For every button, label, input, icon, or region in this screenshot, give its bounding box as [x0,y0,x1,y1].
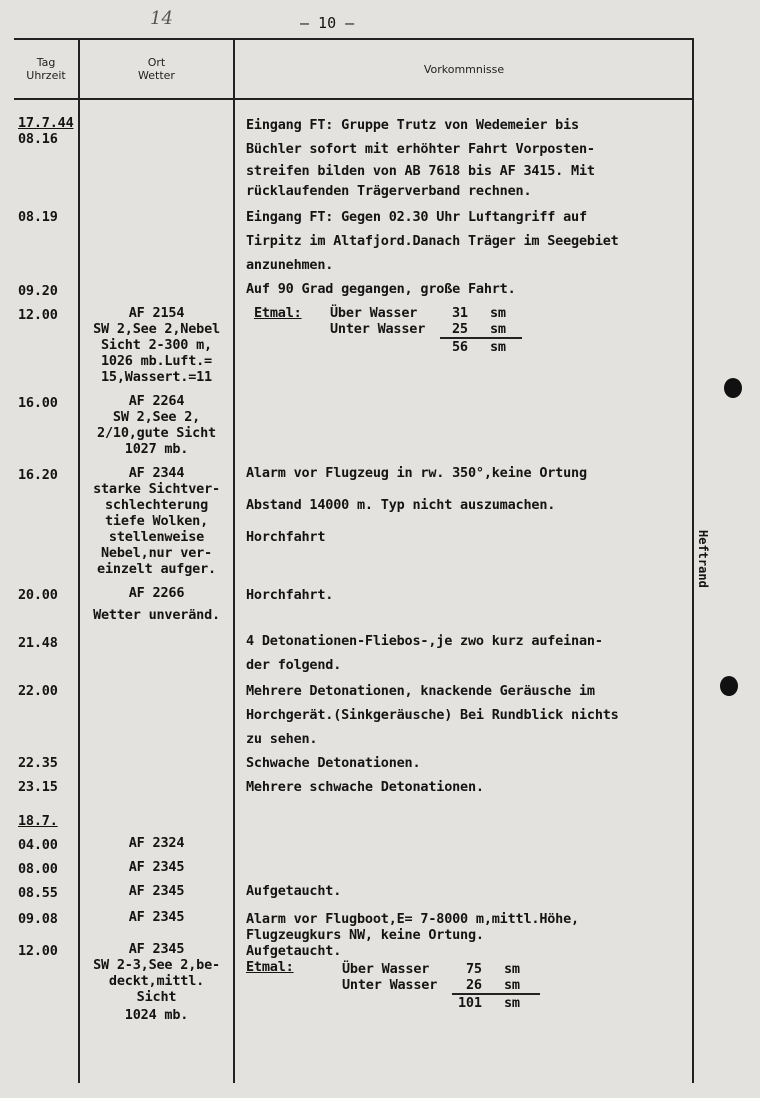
row-time: 20.00 [18,587,58,603]
row-location-line: SW 2,See 2, [112,409,201,425]
row-event-line: streifen bilden von AB 7618 bis AF 3415. Mit [246,163,595,179]
row-event-line: Eingang FT: Gegen 02.30 Uhr Luftangriff auf [246,209,587,225]
row-time: 09.08 [18,911,58,927]
row-location-line: AF 2345 [128,909,185,925]
row-event-line: Abstand 14000 m. Typ nicht auszumachen. [246,497,556,513]
row-event-line: Schwache Detonationen. [246,755,421,771]
table-top-border [14,38,694,40]
etmal-total: 56 [452,339,468,355]
row-location-line: AF 2344 [128,465,185,481]
row-location-line: Sicht 2-300 m, [101,337,212,353]
header-ort: Ort [147,56,166,69]
row-time: 22.00 [18,683,58,699]
row-event-line: Aufgetaucht. [246,943,342,959]
row-location-line: 1024 mb. [124,1007,189,1023]
header-wetter: Wetter [138,69,175,82]
row-event-line: Aufgetaucht. [246,883,342,899]
row-location-line: AF 2264 [128,393,185,409]
etmal-value: 25 [452,321,468,337]
row-event-line: Tirpitz im Altafjord.Danach Träger im Seegebiet [246,233,619,249]
etmal-label-text: Unter Wasser [342,977,438,993]
row-location-line: Nebel,nur ver- [101,545,212,561]
row-location-line: AF 2154 [128,305,185,321]
row-time: 21.48 [18,635,58,651]
page-number: – 10 – [300,14,355,32]
header-tag: Tag [36,56,56,69]
row-location-line: deckt,mittl. [108,973,205,989]
row-location-line: Sicht [136,989,177,1005]
row-location-line: 1027 mb. [124,441,189,457]
etmal-unit: sm [490,321,506,337]
header-tag-uhrzeit [14,56,78,82]
row-time: 12.00 [18,307,58,323]
row-event-line: Horchfahrt [246,529,326,545]
row-location-line: AF 2324 [128,835,185,851]
row-location-line: schlechterung [104,497,209,513]
etmal-value: 26 [466,977,482,993]
row-location-line: 15,Wassert.=11 [101,369,212,385]
column-divider-2 [233,38,235,1083]
etmal-total: 101 [458,995,482,1011]
row-time: 23.15 [18,779,58,795]
row-event-line: Eingang FT: Gruppe Trutz von Wedemeier bis [246,117,579,133]
row-event-line: Alarm vor Flugboot,E= 7-8000 m,mittl.Höhe, [246,911,579,927]
row-time: 08.19 [18,209,58,225]
header-vorkommnisse: Vorkommnisse [423,63,505,76]
row-location-line: tiefe Wolken, [104,513,209,529]
row-event-line: Horchgerät.(Sinkgeräusche) Bei Rundblick nichts [246,707,619,723]
row-event-line: Mehrere schwache Detonationen. [246,779,484,795]
row-location-line: 2/10,gute Sicht [97,425,216,441]
row-time: 04.00 [18,837,58,853]
row-time: 12.00 [18,943,58,959]
handwritten-note: 14 [150,8,173,29]
row-event-line: Auf 90 Grad gegangen, große Fahrt. [246,281,516,297]
punch-hole [724,378,742,398]
row-event-line: 4 Detonationen-Fliebos-,je zwo kurz aufeinan- [246,633,603,649]
row-time: 08.55 [18,885,58,901]
row-event-line: zu sehen. [246,731,318,747]
etmal-unit: sm [490,339,506,355]
etmal-label-text: Über Wasser [342,961,430,977]
row-location-line: AF 2345 [128,883,185,899]
table-right-border [692,38,694,1083]
row-date: 17.7.44 [18,115,74,131]
row-event-line: rücklaufenden Trägerverband rechnen. [246,183,532,199]
row-time: 16.20 [18,467,58,483]
row-date: 18.7. [18,813,58,829]
etmal-unit: sm [504,995,520,1011]
side-label: Heftrand [696,530,710,588]
row-event-line: Mehrere Detonationen, knackende Geräusche im [246,683,595,699]
etmal-unit: sm [490,305,506,321]
row-event-line: Horchfahrt. [246,587,334,603]
row-time: 08.16 [18,131,58,147]
row-location-line: 1026 mb.Luft.= [101,353,212,369]
row-location-line: SW 2,See 2,Nebel [93,321,220,337]
etmal-value: 31 [452,305,468,321]
row-event-line: Alarm vor Flugzeug in rw. 350°,keine Ortung [246,465,587,481]
row-location-line: AF 2345 [128,859,185,875]
etmal-label: Etmal: [254,305,302,321]
row-event-line: der folgend. [246,657,342,673]
row-location-line: AF 2266 [128,585,185,601]
etmal-label-text: Über Wasser [330,305,418,321]
row-location-line: einzelt aufger. [97,561,216,577]
etmal-unit: sm [504,961,520,977]
row-time: 16.00 [18,395,58,411]
header-bottom-border [14,98,694,100]
row-event-line: anzunehmen. [246,257,334,273]
row-location-line: AF 2345 [128,941,185,957]
etmal-label: Etmal: [246,959,294,975]
row-location-line: starke Sichtver- [93,481,220,497]
row-event-line: Flugzeugkurs NW, keine Ortung. [246,927,484,943]
row-location-line: stellenweise [108,529,205,545]
row-location-line: Wetter unveränd. [93,607,220,623]
row-location-line: SW 2-3,See 2,be- [93,957,220,973]
header-uhrzeit: Uhrzeit [26,69,66,82]
header-ort-wetter [80,56,233,82]
punch-hole [720,676,738,696]
row-time: 09.20 [18,283,58,299]
row-time: 22.35 [18,755,58,771]
row-time: 08.00 [18,861,58,877]
etmal-value: 75 [466,961,482,977]
etmal-unit: sm [504,977,520,993]
row-event-line: Büchler sofort mit erhöhter Fahrt Vorposten- [246,141,595,157]
etmal-label-text: Unter Wasser [330,321,426,337]
